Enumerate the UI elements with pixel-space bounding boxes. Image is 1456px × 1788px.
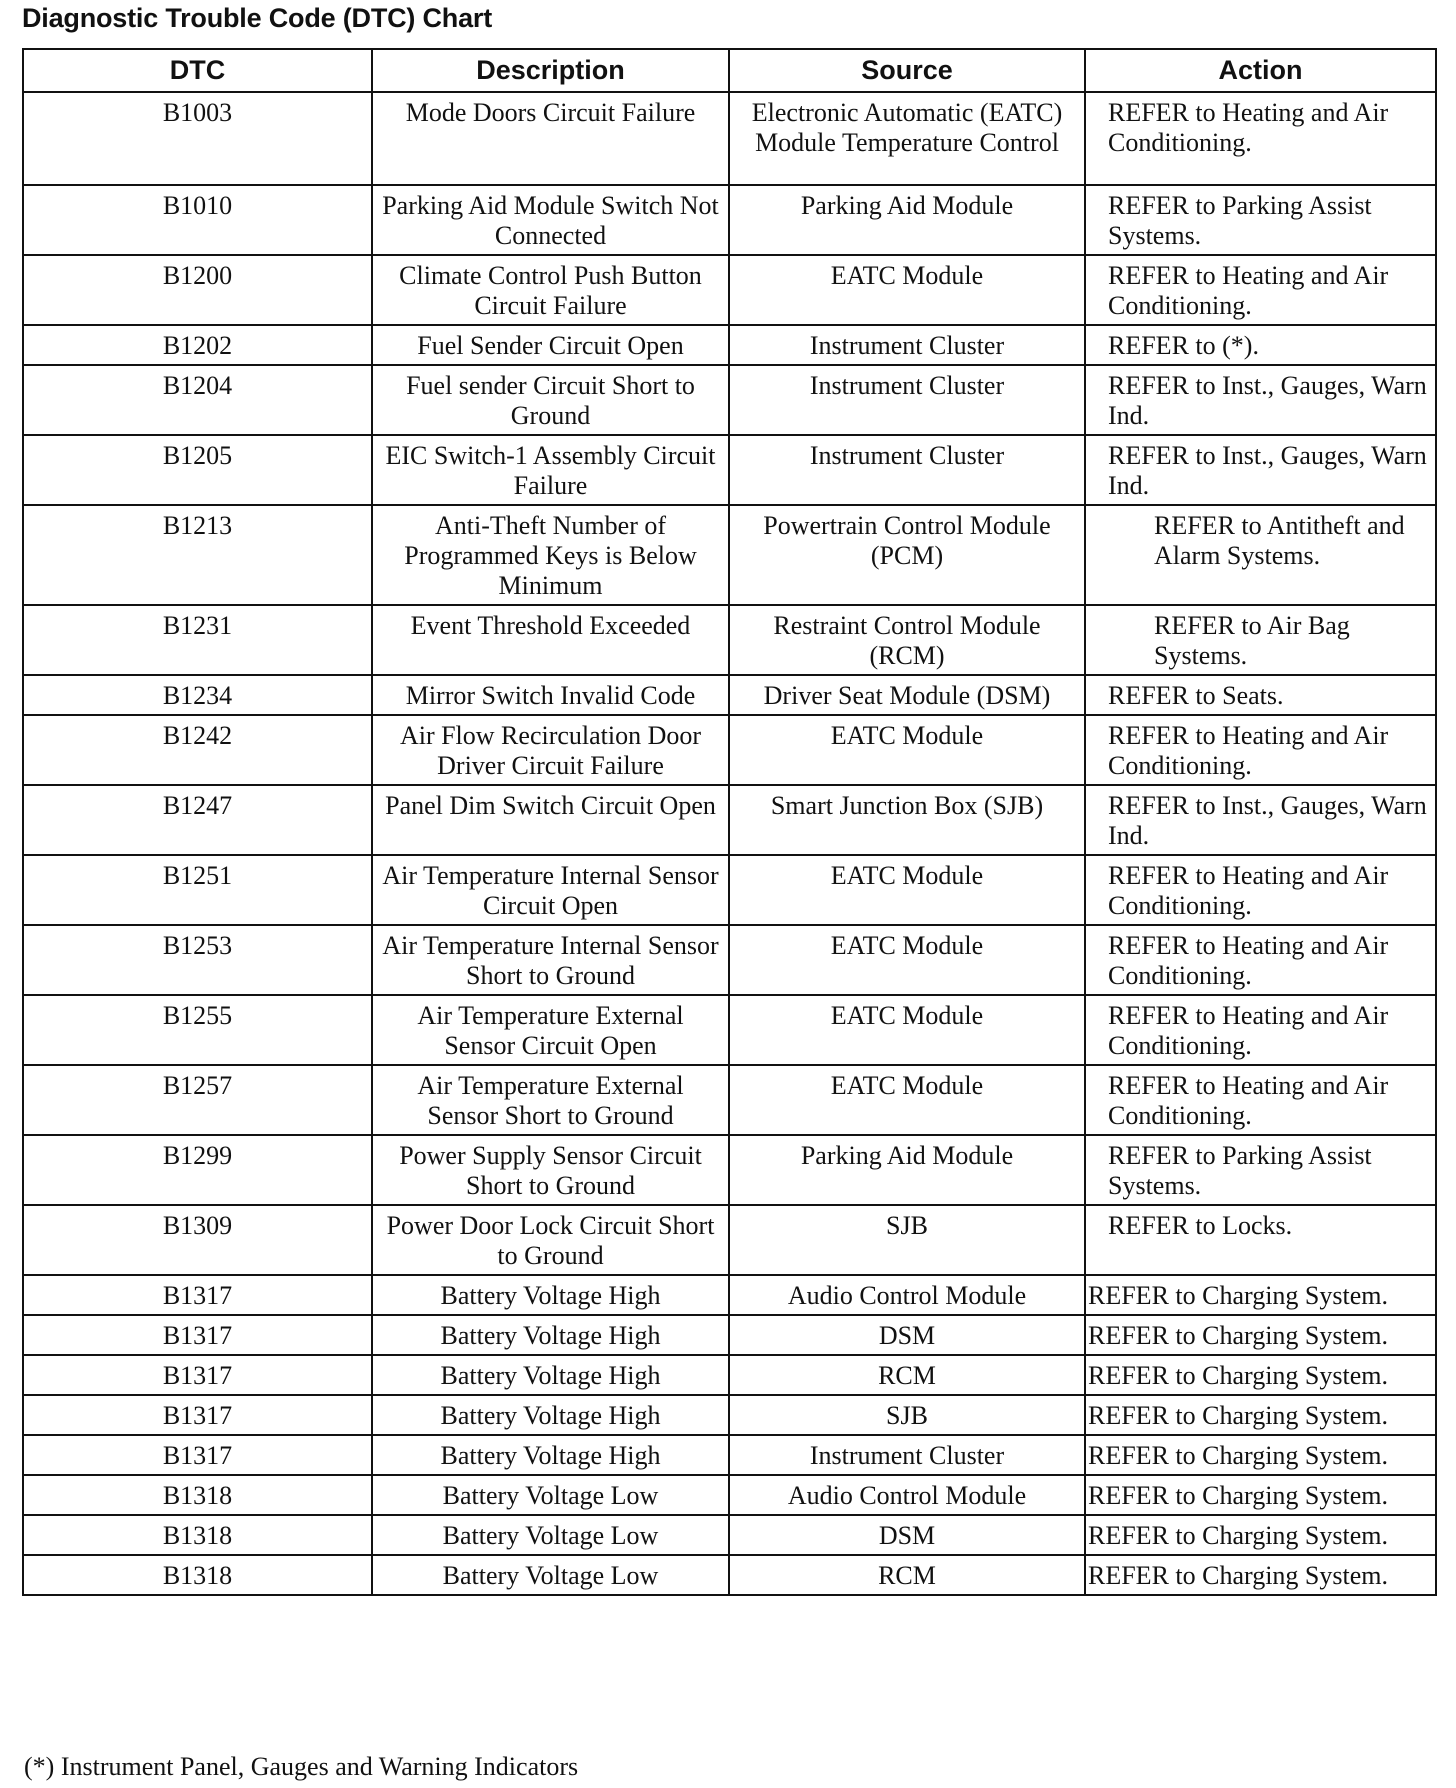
source-cell: SJB: [729, 1395, 1085, 1435]
description-cell: Air Temperature Internal Sensor Short to Ground: [372, 925, 729, 995]
dtc-code-cell: B1202: [23, 325, 372, 365]
table-row: [23, 435, 1436, 505]
dtc-code-cell: B1003: [23, 92, 372, 185]
table-row: [23, 255, 1436, 325]
dtc-code-cell: B1247: [23, 785, 372, 855]
action-cell: REFER to Charging System.: [1085, 1355, 1436, 1395]
column-header-source: Source: [729, 49, 1085, 92]
action-cell: REFER to Heating and Air Conditioning.: [1085, 255, 1436, 325]
table-row: [23, 1555, 1436, 1595]
table-row: [23, 92, 1436, 185]
description-cell: Battery Voltage High: [372, 1315, 729, 1355]
table-row: [23, 855, 1436, 925]
action-cell: REFER to Heating and Air Conditioning.: [1085, 995, 1436, 1065]
description-cell: Fuel Sender Circuit Open: [372, 325, 729, 365]
dtc-code-cell: B1257: [23, 1065, 372, 1135]
table-row: [23, 1435, 1436, 1475]
dtc-code-cell: B1242: [23, 715, 372, 785]
source-cell: Smart Junction Box (SJB): [729, 785, 1085, 855]
action-cell: REFER to Locks.: [1085, 1205, 1436, 1275]
source-cell: Driver Seat Module (DSM): [729, 675, 1085, 715]
table-body: [23, 92, 1436, 1595]
description-cell: Battery Voltage Low: [372, 1475, 729, 1515]
source-cell: Electronic Automatic (EATC) Module Temperature Control: [729, 92, 1085, 185]
dtc-code-cell: B1317: [23, 1395, 372, 1435]
dtc-code-cell: B1204: [23, 365, 372, 435]
dtc-code-cell: B1255: [23, 995, 372, 1065]
source-cell: EATC Module: [729, 995, 1085, 1065]
dtc-code-cell: B1318: [23, 1515, 372, 1555]
dtc-table: [22, 48, 1437, 1596]
table-row: [23, 1065, 1436, 1135]
table-row: [23, 1315, 1436, 1355]
source-cell: RCM: [729, 1555, 1085, 1595]
source-cell: Instrument Cluster: [729, 365, 1085, 435]
source-cell: SJB: [729, 1205, 1085, 1275]
source-cell: Instrument Cluster: [729, 435, 1085, 505]
table-row: [23, 605, 1436, 675]
dtc-code-cell: B1251: [23, 855, 372, 925]
description-cell: Climate Control Push Button Circuit Failure: [372, 255, 729, 325]
description-cell: Battery Voltage High: [372, 1355, 729, 1395]
description-cell: Air Flow Recirculation Door Driver Circuit Failure: [372, 715, 729, 785]
column-header-action: Action: [1085, 49, 1436, 92]
action-cell: REFER to Seats.: [1085, 675, 1436, 715]
source-cell: Powertrain Control Module (PCM): [729, 505, 1085, 605]
source-cell: EATC Module: [729, 255, 1085, 325]
table-row: [23, 1275, 1436, 1315]
source-cell: EATC Module: [729, 925, 1085, 995]
source-cell: Audio Control Module: [729, 1475, 1085, 1515]
action-cell: REFER to Charging System.: [1085, 1515, 1436, 1555]
dtc-code-cell: B1309: [23, 1205, 372, 1275]
action-cell: REFER to Heating and Air Conditioning.: [1085, 715, 1436, 785]
source-cell: Restraint Control Module (RCM): [729, 605, 1085, 675]
dtc-code-cell: B1234: [23, 675, 372, 715]
action-cell: REFER to Charging System.: [1085, 1275, 1436, 1315]
action-cell: REFER to Charging System.: [1085, 1435, 1436, 1475]
source-cell: DSM: [729, 1315, 1085, 1355]
description-cell: Battery Voltage High: [372, 1275, 729, 1315]
dtc-code-cell: B1318: [23, 1475, 372, 1515]
action-cell: REFER to Inst., Gauges, Warn Ind.: [1085, 785, 1436, 855]
source-cell: Instrument Cluster: [729, 325, 1085, 365]
action-cell: REFER to Heating and Air Conditioning.: [1085, 1065, 1436, 1135]
dtc-code-cell: B1317: [23, 1275, 372, 1315]
description-cell: Air Temperature External Sensor Short to Ground: [372, 1065, 729, 1135]
header-row: [23, 49, 1436, 92]
table-row: [23, 1395, 1436, 1435]
table-row: [23, 995, 1436, 1065]
action-cell: REFER to Antitheft and Alarm Systems.: [1085, 505, 1436, 605]
dtc-code-cell: B1253: [23, 925, 372, 995]
dtc-code-cell: B1317: [23, 1355, 372, 1395]
source-cell: Audio Control Module: [729, 1275, 1085, 1315]
source-cell: Instrument Cluster: [729, 1435, 1085, 1475]
description-cell: Battery Voltage Low: [372, 1555, 729, 1595]
column-header-description: Description: [372, 49, 729, 92]
dtc-code-cell: B1213: [23, 505, 372, 605]
source-cell: Parking Aid Module: [729, 185, 1085, 255]
dtc-code-cell: B1231: [23, 605, 372, 675]
dtc-code-cell: B1317: [23, 1435, 372, 1475]
source-cell: RCM: [729, 1355, 1085, 1395]
dtc-code-cell: B1010: [23, 185, 372, 255]
column-header-dtc: DTC: [23, 49, 372, 92]
description-cell: EIC Switch-1 Assembly Circuit Failure: [372, 435, 729, 505]
description-cell: Parking Aid Module Switch Not Connected: [372, 185, 729, 255]
description-cell: Power Supply Sensor Circuit Short to Ground: [372, 1135, 729, 1205]
action-cell: REFER to Parking Assist Systems.: [1085, 1135, 1436, 1205]
dtc-code-cell: B1317: [23, 1315, 372, 1355]
description-cell: Fuel sender Circuit Short to Ground: [372, 365, 729, 435]
description-cell: Battery Voltage High: [372, 1395, 729, 1435]
action-cell: REFER to Inst., Gauges, Warn Ind.: [1085, 365, 1436, 435]
footnote: (*) Instrument Panel, Gauges and Warning Indicators: [24, 1752, 579, 1781]
description-cell: Air Temperature Internal Sensor Circuit Open: [372, 855, 729, 925]
source-cell: Parking Aid Module: [729, 1135, 1085, 1205]
table-row: [23, 675, 1436, 715]
description-cell: Power Door Lock Circuit Short to Ground: [372, 1205, 729, 1275]
source-cell: EATC Module: [729, 715, 1085, 785]
source-cell: EATC Module: [729, 855, 1085, 925]
description-cell: Mirror Switch Invalid Code: [372, 675, 729, 715]
description-cell: Battery Voltage High: [372, 1435, 729, 1475]
action-cell: REFER to Heating and Air Conditioning.: [1085, 925, 1436, 995]
table-row: [23, 365, 1436, 435]
table-row: [23, 785, 1436, 855]
action-cell: REFER to Air Bag Systems.: [1085, 605, 1436, 675]
table-row: [23, 1135, 1436, 1205]
description-cell: Air Temperature External Sensor Circuit Open: [372, 995, 729, 1065]
action-cell: REFER to (*).: [1085, 325, 1436, 365]
action-cell: REFER to Charging System.: [1085, 1555, 1436, 1595]
dtc-code-cell: B1299: [23, 1135, 372, 1205]
chart-title: Diagnostic Trouble Code (DTC) Chart: [22, 3, 493, 33]
action-cell: REFER to Charging System.: [1085, 1315, 1436, 1355]
action-cell: REFER to Charging System.: [1085, 1475, 1436, 1515]
table-row: [23, 1475, 1436, 1515]
dtc-code-cell: B1200: [23, 255, 372, 325]
action-cell: REFER to Heating and Air Conditioning.: [1085, 92, 1436, 185]
table-row: [23, 1355, 1436, 1395]
action-cell: REFER to Charging System.: [1085, 1395, 1436, 1435]
description-cell: Mode Doors Circuit Failure: [372, 92, 729, 185]
table-row: [23, 185, 1436, 255]
action-cell: REFER to Heating and Air Conditioning.: [1085, 855, 1436, 925]
description-cell: Anti-Theft Number of Programmed Keys is Below Minimum: [372, 505, 729, 605]
description-cell: Event Threshold Exceeded: [372, 605, 729, 675]
description-cell: Panel Dim Switch Circuit Open: [372, 785, 729, 855]
description-cell: Battery Voltage Low: [372, 1515, 729, 1555]
table-row: [23, 925, 1436, 995]
source-cell: EATC Module: [729, 1065, 1085, 1135]
table-row: [23, 1205, 1436, 1275]
action-cell: REFER to Parking Assist Systems.: [1085, 185, 1436, 255]
table-row: [23, 505, 1436, 605]
table-row: [23, 325, 1436, 365]
dtc-code-cell: B1318: [23, 1555, 372, 1595]
source-cell: DSM: [729, 1515, 1085, 1555]
action-cell: REFER to Inst., Gauges, Warn Ind.: [1085, 435, 1436, 505]
table-row: [23, 715, 1436, 785]
table-row: [23, 1515, 1436, 1555]
dtc-code-cell: B1205: [23, 435, 372, 505]
